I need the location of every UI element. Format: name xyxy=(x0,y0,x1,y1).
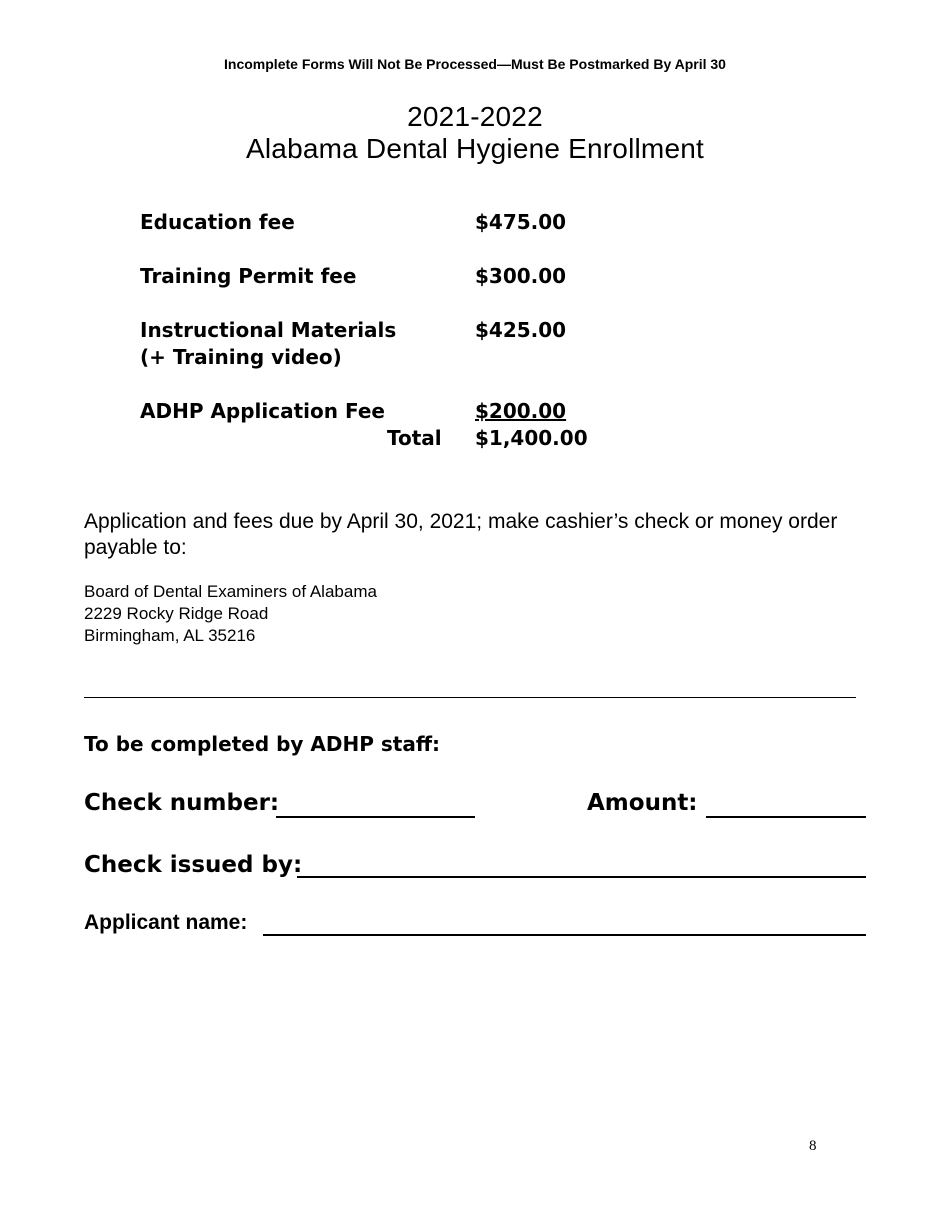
fee-label-education: Education fee xyxy=(140,210,295,234)
fee-amount-application: $200.00 xyxy=(475,399,567,423)
staff-section-heading: To be completed by ADHP staff: xyxy=(84,732,441,756)
address-line-3: Birmingham, AL 35216 xyxy=(84,626,256,645)
postmark-notice: Incomplete Forms Will Not Be Processed—Must Be Postmarked By April 30 xyxy=(224,56,726,72)
fee-amount-training-permit: $300.00 xyxy=(475,264,567,288)
page-title: Alabama Dental Hygiene Enrollment xyxy=(246,133,704,164)
page-number: 8 xyxy=(809,1138,817,1154)
fee-label-training-permit: Training Permit fee xyxy=(140,264,357,288)
total-label: Total xyxy=(387,426,442,450)
amount-field[interactable] xyxy=(706,816,866,818)
applicant-name-field[interactable] xyxy=(263,934,866,936)
address-line-1: Board of Dental Examiners of Alabama xyxy=(84,582,377,601)
fee-amount-materials: $425.00 xyxy=(475,318,567,342)
check-number-label: Check number: xyxy=(84,790,280,816)
total-amount: $1,400.00 xyxy=(475,426,588,450)
fee-label-materials: Instructional Materials xyxy=(140,318,397,342)
address-line-2: 2229 Rocky Ridge Road xyxy=(84,604,269,623)
fee-sublabel-materials: (+ Training video) xyxy=(140,345,342,369)
issued-by-label: Check issued by: xyxy=(84,852,303,878)
section-divider xyxy=(84,697,856,698)
applicant-name-label: Applicant name: xyxy=(84,911,248,934)
issued-by-field[interactable] xyxy=(297,876,866,878)
fee-amount-education: $475.00 xyxy=(475,210,567,234)
amount-label: Amount: xyxy=(587,790,698,816)
check-number-field[interactable] xyxy=(276,816,475,818)
fee-label-application: ADHP Application Fee xyxy=(140,399,385,423)
title-year: 2021-2022 xyxy=(407,101,543,132)
payment-instructions: Application and fees due by April 30, 2021; make cashier’s check or money order payable to: xyxy=(84,510,838,559)
